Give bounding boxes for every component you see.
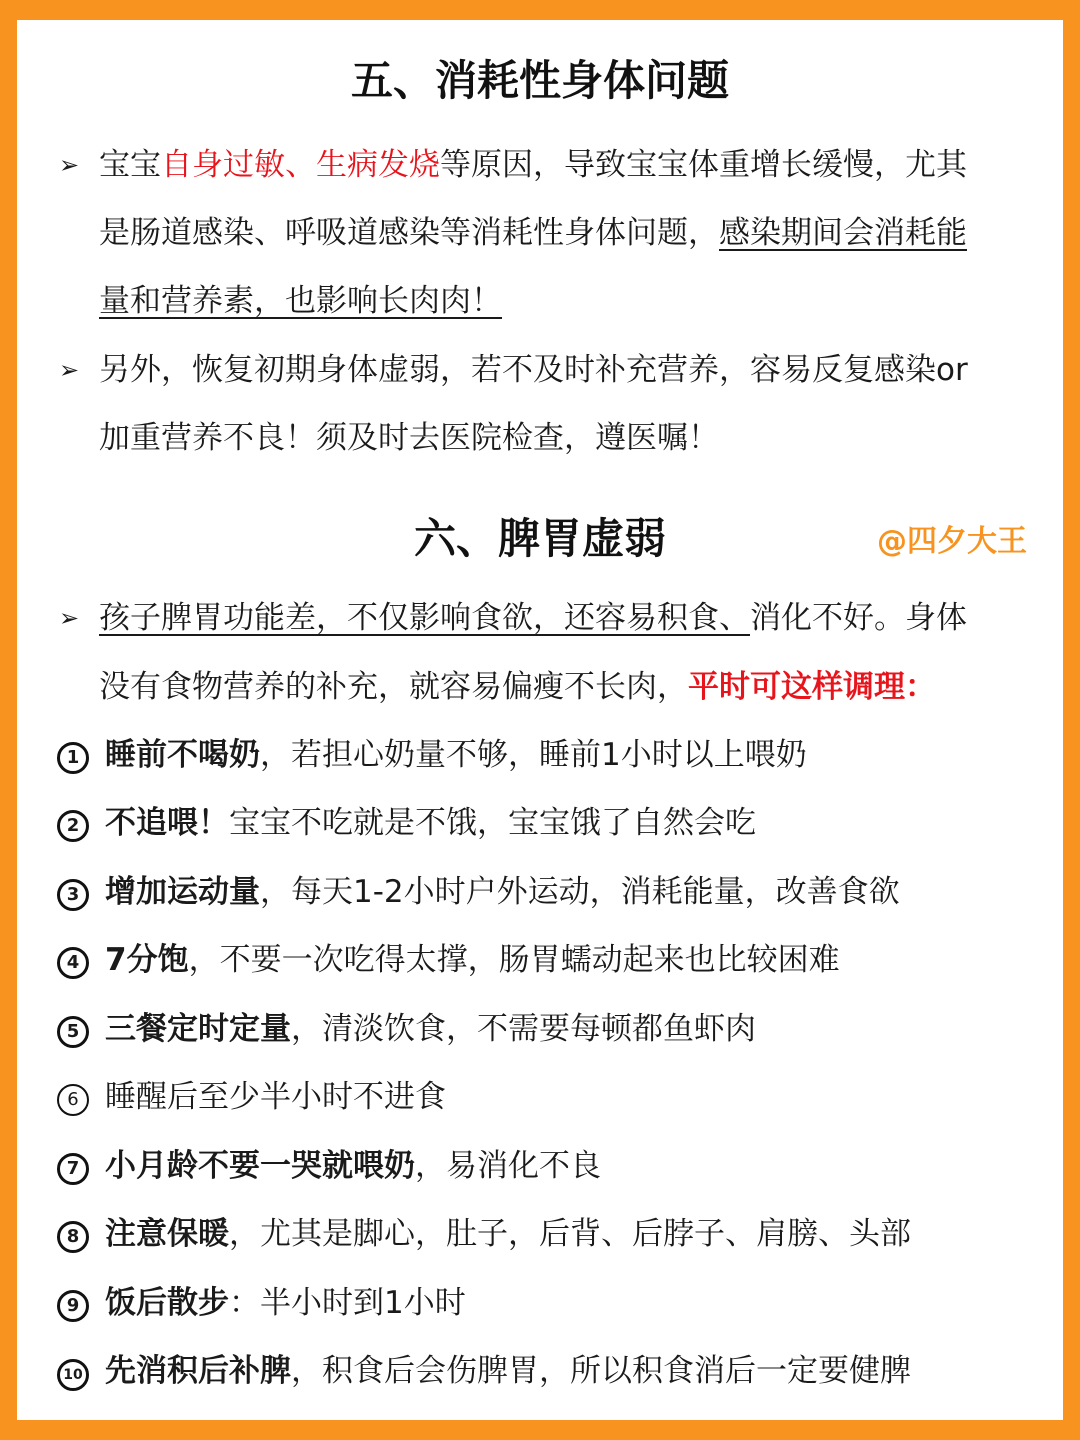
section-5-p2-line2: 加重营养不良！须及时去医院检查，遵医嘱！ — [99, 420, 719, 456]
tip-item-3: 3 增加运动量，每天1-2小时户外运动，消耗能量，改善食欲 — [57, 872, 900, 912]
circled-number-icon: 9 — [57, 1290, 89, 1322]
section-6-p1-line2: 没有食物营养的补充，就容易偏瘦不长肉，平时可这样调理： — [99, 669, 936, 705]
section-5-p1-line2: 是肠道感染、呼吸道感染等消耗性身体问题，感染期间会消耗能 — [99, 215, 967, 251]
author-watermark: @四夕大王 — [877, 524, 1027, 559]
circled-number-icon: 8 — [57, 1221, 89, 1253]
circled-number-icon: 5 — [57, 1016, 89, 1048]
arrow-bullet-icon: ➢ — [59, 151, 80, 179]
circled-number-icon: 10 — [57, 1359, 89, 1391]
tip-item-9: 9 饭后散步：半小时到1小时 — [57, 1283, 466, 1323]
tip-item-5: 5 三餐定时定量，清淡饮食，不需要每顿都鱼虾肉 — [57, 1009, 756, 1049]
section-6-title: 六、脾胃虚弱 — [413, 514, 666, 563]
tip-item-10: 10 先消积后补脾，积食后会伤脾胃，所以积食消后一定要健脾 — [57, 1351, 911, 1391]
circled-number-icon: 1 — [57, 742, 89, 774]
tip-item-6: 6 睡醒后至少半小时不进食 — [57, 1077, 446, 1117]
section-5-p1-line3: 量和营养素，也影响长肉肉！ — [99, 283, 502, 319]
circled-number-icon: 7 — [57, 1153, 89, 1185]
circled-number-icon: 2 — [57, 810, 89, 842]
page-card — [17, 20, 1063, 1420]
section-6-p1-line1: 孩子脾胃功能差，不仅影响食欲，还容易积食、消化不好。身体 — [99, 600, 967, 636]
tip-item-1: 1 睡前不喝奶，若担心奶量不够，睡前1小时以上喂奶 — [57, 735, 807, 775]
tip-item-8: 8 注意保暖，尤其是脚心，肚子，后背、后脖子、肩膀、头部 — [57, 1214, 911, 1254]
section-5-title: 五、消耗性身体问题 — [350, 56, 729, 105]
arrow-bullet-icon: ➢ — [59, 604, 80, 632]
tip-item-4: 4 7分饱，不要一次吃得太撑，肠胃蠕动起来也比较困难 — [57, 940, 840, 980]
section-5-p2-line1: 另外，恢复初期身体虚弱，若不及时补充营养，容易反复感染or — [99, 352, 968, 388]
tip-item-7: 7 小月龄不要一哭就喂奶，易消化不良 — [57, 1146, 601, 1186]
circled-number-icon: 6 — [57, 1084, 89, 1116]
tip-item-2: 2 不追喂！宝宝不吃就是不饿，宝宝饿了自然会吃 — [57, 803, 756, 843]
arrow-bullet-icon: ➢ — [59, 356, 80, 384]
circled-number-icon: 4 — [57, 947, 89, 979]
section-5-p1-line1: 宝宝自身过敏、生病发烧等原因，导致宝宝体重增长缓慢，尤其 — [99, 147, 967, 183]
circled-number-icon: 3 — [57, 879, 89, 911]
